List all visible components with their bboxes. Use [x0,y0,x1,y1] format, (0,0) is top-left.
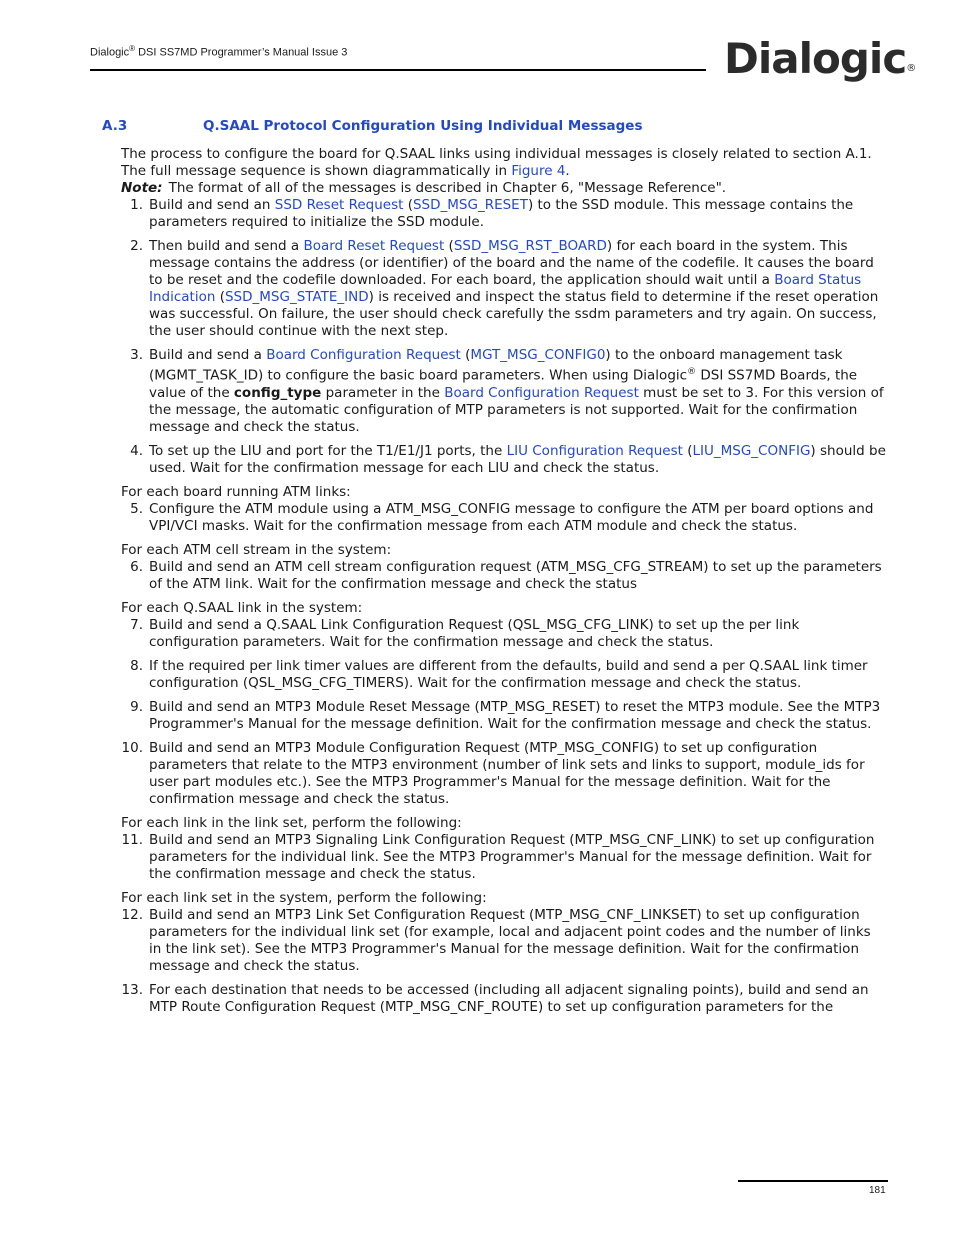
list-item: 4. To set up the LIU and port for the T1/E1/J1 ports, the LIU Configuration Request (LIU_MSG_CONFIG) should be used. Wait for the confirmation message for each LIU and check the status. [130,442,886,476]
header-title: DSI SS7MD Programmer’s Manual Issue 3 [135,46,348,59]
list-item: 7. Build and send a Q.SAAL Link Configuration Request (QSL_MSG_CFG_LINK) to set up the per link configuration parameters. Wait for the confirmation message and check the status. [130,616,800,650]
page-number: 181 [869,1185,886,1196]
list-item: 10. Build and send an MTP3 Module Configuration Request (MTP_MSG_CONFIG) to set up configuration parameters that relate to the MTP3 environment (number of link sets and links to support, module_ids for user part modules etc.). See the MTP3 Programmer's Manual for the message definition. Wait for the confirmation message and check the status. [121,739,865,807]
header-reg-mark: ® [129,44,136,53]
list-item: 6. Build and send an ATM cell stream configuration request (ATM_MSG_CFG_STREAM) to set up the parameters of the ATM link. Wait for the confirmation message and check the status [130,558,882,592]
note-text: The format of all of the messages is described in Chapter 6, "Message Reference". [168,180,727,196]
list-item: 11. Build and send an MTP3 Signaling Link Configuration Request (MTP_MSG_CNF_LINK) to set up configuration parameters for the individual link. See the MTP3 Programmer's Manual for the message definition. Wait for the confirmation message and check the status. [121,831,875,882]
list-item: 2. Then build and send a Board Reset Request (SSD_MSG_RST_BOARD) for each board in the system. This message contains the address (or identifier) of the board and the name of the codefile. It causes the board to be reset and the codefile downloaded. For each board, the application should wait until a Board Status Indication (SSD_MSG_STATE_IND) is received and inspect the status field to determine if the reset operation was successful. On failure, the user should check carefully the ssdm parameters and try again. On success, the user should continue with the next step. [130,238,879,339]
liu-msg-config-link[interactable]: LIU_MSG_CONFIG [692,442,811,459]
header-brand: Dialogic [90,46,130,59]
ssd-msg-state-ind-link[interactable]: SSD_MSG_STATE_IND [224,289,369,305]
list-item: 12. Build and send an MTP3 Link Set Configuration Request (MTP_MSG_CNF_LINKSET) to set up configuration parameters for the individual link set (for example, local and adjacent point codes and the number of links in the link set). See the MTP3 Programmer's Manual for the message definition. Wait for the confirmation message and check the status. [121,906,871,974]
list-item: 8. If the required per link timer values are different from the defaults, build and send a per Q.SAAL link timer configuration (QSL_MSG_CFG_TIMERS). Wait for the confirmation message and check the status. [130,657,868,691]
page-body [121,146,887,1023]
board-status-indication-link[interactable]: Board Status Indication [149,272,862,305]
group-label: For each ATM cell stream in the system: [121,541,392,558]
group-label: For each link set in the system, perform the following: [121,889,487,906]
section-title: Q.SAAL Protocol Configuration Using Individual Messages [203,118,643,134]
dialogic-logo: Dialogic® [724,34,916,83]
group-label: For each board running ATM links: [121,483,351,500]
note [121,180,887,197]
header-rule [90,69,706,71]
mgt-msg-config0-link[interactable]: MGT_MSG_CONFIG0 [470,347,606,363]
note-label: Note: [121,180,163,196]
ssd-msg-reset-link[interactable]: SSD_MSG_RESET [412,197,528,213]
group-label: For each Q.SAAL link in the system: [121,599,363,616]
intro-paragraph: The process to configure the board for Q.SAAL links using individual messages is closely related to section A.1. The full message sequence is shown diagrammatically in Figure 4. [121,146,872,179]
list-item: 9. Build and send an MTP3 Module Reset Message (MTP_MSG_RESET) to reset the MTP3 module. See the MTP3 Programmer's Manual for the message definition. Wait for the confirmation message and check the status. [130,698,881,732]
liu-configuration-request-link[interactable]: LIU Configuration Request [506,442,683,459]
list-item: 5. Configure the ATM module using a ATM_MSG_CONFIG message to configure the ATM per board options and VPI/VCI masks. Wait for the confirmation message from each ATM module and check the status. [130,500,874,534]
ssd-reset-request-link[interactable]: SSD Reset Request [274,197,404,213]
running-header [90,44,347,59]
list-item: 1. Build and send an SSD Reset Request (SSD_MSG_RESET) to the SSD module. This message contains the parameters required to initialize the SSD module. [130,197,854,230]
list-item: 13. For each destination that needs to be accessed (including all adjacent signaling points), build and send an MTP Route Configuration Request (MTP_MSG_CNF_ROUTE) to set up configuration parameters for the [121,981,869,1015]
board-configuration-request-link[interactable]: Board Configuration Request [266,347,461,363]
figure-4-link[interactable]: Figure 4 [511,163,566,179]
footer-rule [738,1180,888,1182]
ssd-msg-rst-board-link[interactable]: SSD_MSG_RST_BOARD [453,238,607,254]
section-number: A.3 [102,118,128,134]
board-reset-request-link[interactable]: Board Reset Request [303,238,445,254]
config-type-param: config_type [233,384,322,401]
list-item: 3. Build and send a Board Configuration Request (MGT_MSG_CONFIG0) to the onboard management task (MGMT_TASK_ID) to configure the basic board parameters. When using Dialogic® DSI SS7MD Boards, the value of the config_type parameter in the Board Configuration Request must be set to 3. For this version of the message, the automatic configuration of MTP parameters is not supported. Wait for the confirmation message and check the status. [130,347,884,435]
group-label: For each link in the link set, perform the following: [121,814,462,831]
board-configuration-request-link-2[interactable]: Board Configuration Request [444,384,639,401]
